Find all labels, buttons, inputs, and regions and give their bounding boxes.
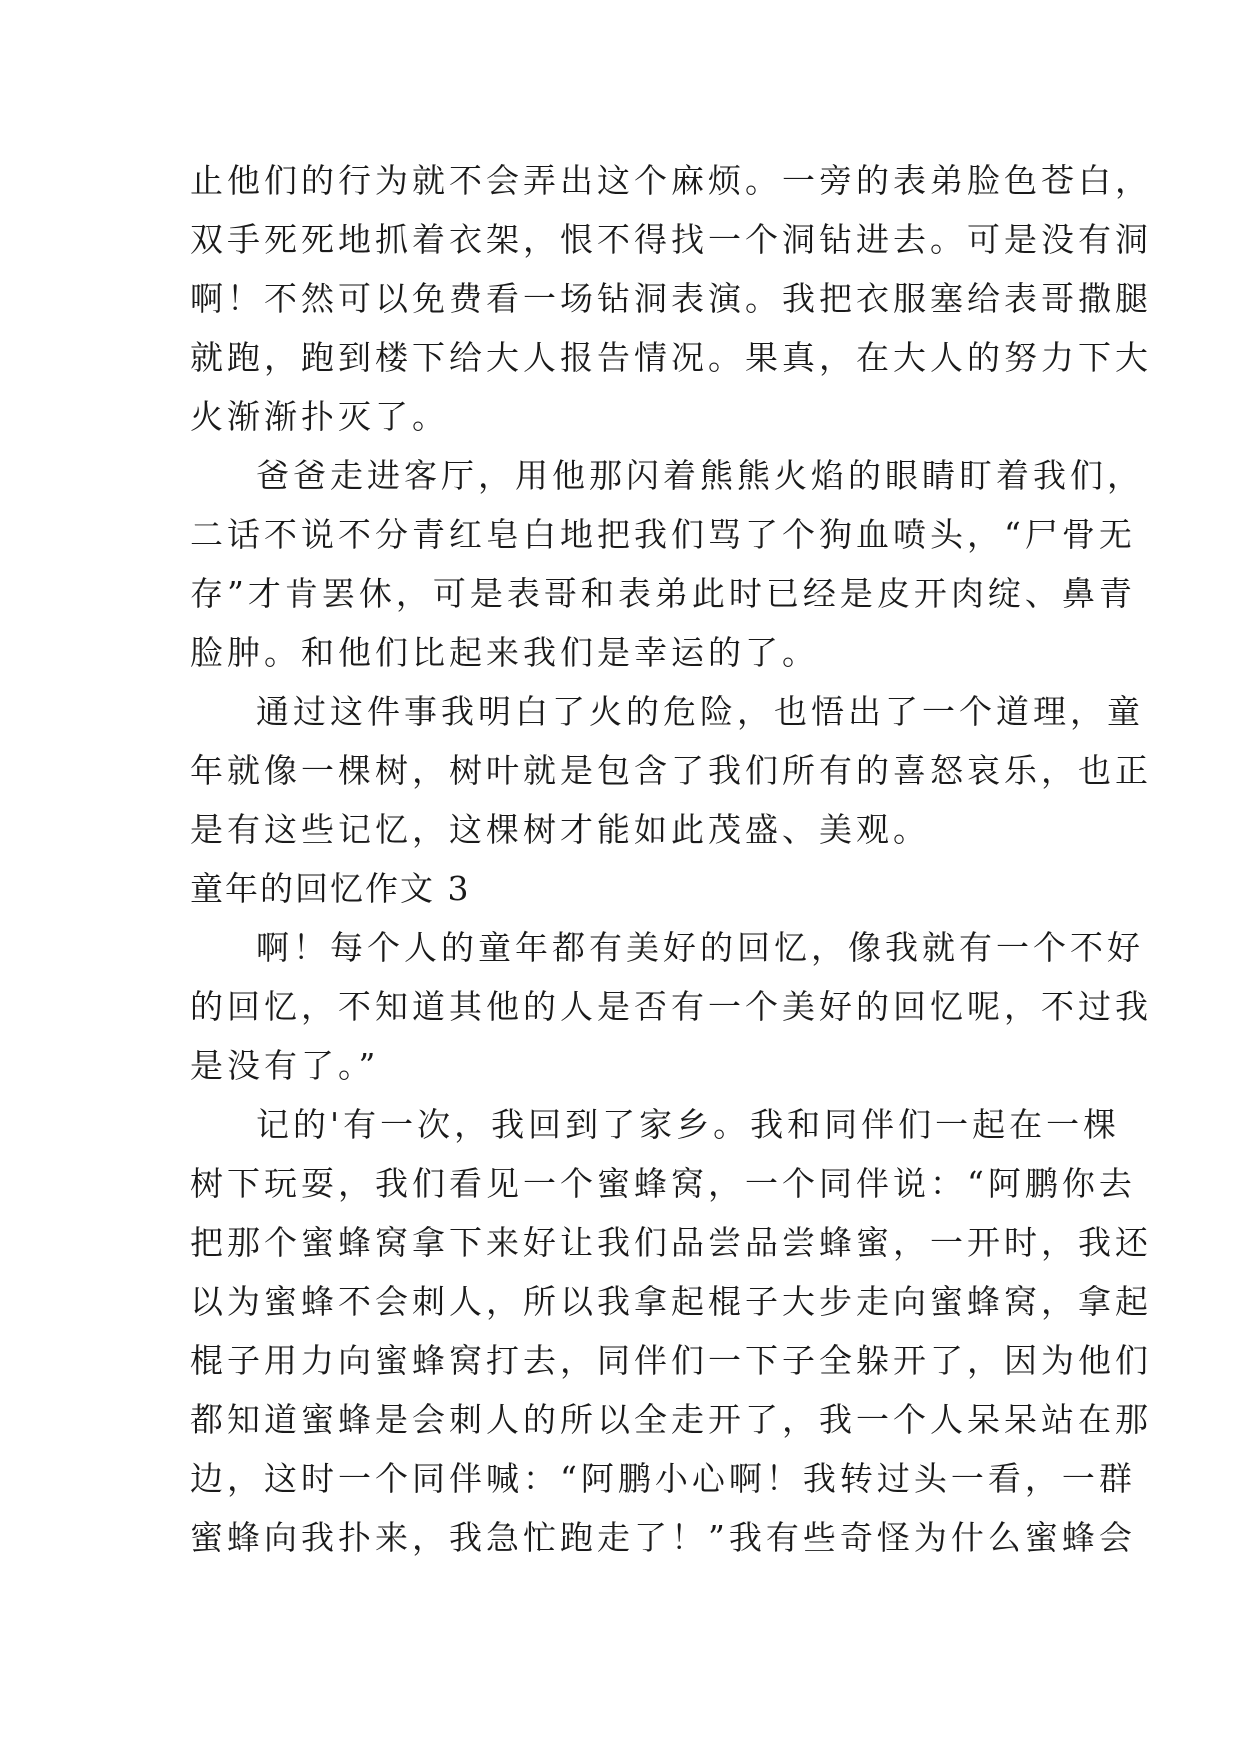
- text-line: 都知道蜜蜂是会刺人的所以全走开了，我一个人呆呆站在那: [190, 1400, 1152, 1439]
- text-line: 的回忆，不知道其他的人是否有一个美好的回忆呢，不过我: [190, 987, 1152, 1026]
- paragraph-first-line: 记的'有一次，我回到了家乡。我和同伴们一起在一棵: [256, 1105, 1121, 1144]
- paragraph-first-line: 啊！每个人的童年都有美好的回忆，像我就有一个不好: [256, 928, 1144, 967]
- text-line: 是有这些记忆，这棵树才能如此茂盛、美观。: [190, 810, 930, 849]
- text-line: 二话不说不分青红皂白地把我们骂了个狗血喷头，“尸骨无: [190, 515, 1136, 554]
- text-line: 脸肿。和他们比起来我们是幸运的了。: [190, 633, 819, 672]
- text-line: 树下玩耍，我们看见一个蜜蜂窝，一个同伴说：“阿鹏你去: [190, 1164, 1136, 1203]
- text-line: 就跑，跑到楼下给大人报告情况。果真，在大人的努力下大: [190, 338, 1152, 377]
- paragraph-first-line: 通过这件事我明白了火的危险，也悟出了一个道理，童: [256, 692, 1144, 731]
- text-line: 以为蜜蜂不会刺人，所以我拿起棍子大步走向蜜蜂窝，拿起: [190, 1282, 1152, 1321]
- text-line: 火渐渐扑灭了。: [190, 397, 449, 436]
- text-line: 把那个蜜蜂窝拿下来好让我们品尝品尝蜂蜜，一开时，我还: [190, 1223, 1152, 1262]
- text-line: 年就像一棵树，树叶就是包含了我们所有的喜怒哀乐，也正: [190, 751, 1152, 790]
- text-line: 啊！不然可以免费看一场钻洞表演。我把衣服塞给表哥撒腿: [190, 279, 1152, 318]
- text-line: 蜜蜂向我扑来，我急忙跑走了！”我有些奇怪为什么蜜蜂会: [190, 1518, 1136, 1557]
- text-line: 存”才肯罢休，可是表哥和表弟此时已经是皮开肉绽、鼻青: [190, 574, 1136, 613]
- text-line: 双手死死地抓着衣架，恨不得找一个洞钻进去。可是没有洞: [190, 220, 1152, 259]
- text-line: 是没有了。”: [190, 1046, 380, 1085]
- text-line: 棍子用力向蜜蜂窝打去，同伴们一下子全躲开了，因为他们: [190, 1341, 1152, 1380]
- text-line: 止他们的行为就不会弄出这个麻烦。一旁的表弟脸色苍白，: [190, 161, 1152, 200]
- section-heading: 童年的回忆作文 3: [190, 869, 471, 908]
- text-line: 边，这时一个同伴喊：“阿鹏小心啊！我转过头一看，一群: [190, 1459, 1136, 1498]
- paragraph-first-line: 爸爸走进客厅，用他那闪着熊熊火焰的眼睛盯着我们，: [256, 456, 1144, 495]
